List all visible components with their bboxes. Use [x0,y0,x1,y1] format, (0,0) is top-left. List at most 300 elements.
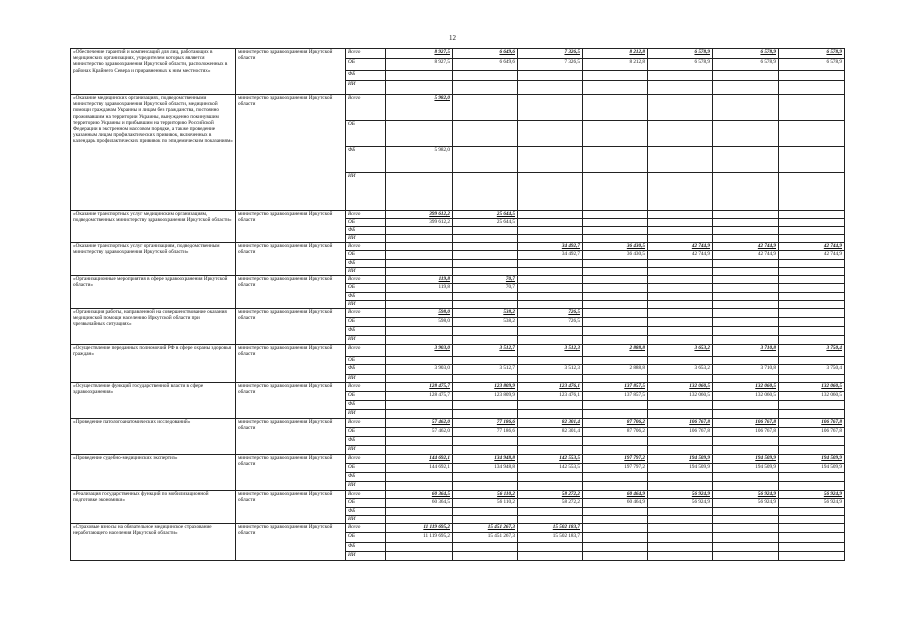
amount-cell [583,309,648,318]
amount-cell [779,147,845,173]
amount-cell [648,508,713,516]
amount-cell [648,173,713,211]
event-description: «Страховые взносы на обязательное медицинское страхование неработающего населения Иркутской области» [71,524,236,561]
amount-cell [713,552,779,561]
amount-cell [518,293,583,301]
amount-cell [518,446,583,455]
amount-cell: 42 744,9 [648,243,713,251]
amount-cell: 538,2 [453,318,518,327]
amount-cell [518,482,583,491]
event-description: «Организация работы, направленной на совершенствование оказания медицинской помощи населению Иркутской области при чрезвычайных ситуациях» [71,309,236,345]
amount-cell: 3 512,3 [518,345,583,357]
funding-source: Всего [346,276,386,284]
amount-cell [453,357,518,365]
amount-cell: 57 462,0 [386,428,453,437]
amount-cell [386,508,453,516]
funding-source: ИИ [346,336,386,345]
amount-cell [583,327,648,336]
amount-cell: 3 750,4 [779,345,845,357]
table-row [71,419,845,428]
amount-cell [518,211,583,219]
amount-cell [713,357,779,365]
table-row [71,491,845,499]
amount-cell: 144 692,1 [386,464,453,473]
amount-cell [518,173,583,211]
amount-cell [518,219,583,227]
amount-cell [453,327,518,336]
amount-cell: 106 767,8 [713,428,779,437]
amount-cell: 119,8 [386,276,453,284]
amount-cell [779,552,845,561]
amount-cell [648,516,713,524]
amount-cell [518,227,583,235]
amount-cell [779,401,845,410]
funding-source: ФБ [346,473,386,482]
amount-cell [386,516,453,524]
amount-cell [583,516,648,524]
amount-cell: 132 060,5 [648,383,713,392]
amount-cell [518,81,583,95]
funding-source: ИИ [346,482,386,491]
amount-cell: 132 060,5 [779,392,845,401]
amount-cell: 106 767,8 [648,419,713,428]
amount-cell: 2 888,8 [583,365,648,375]
amount-cell [583,401,648,410]
amount-cell [518,552,583,561]
funding-source: Всего [346,524,386,533]
amount-cell [583,446,648,455]
amount-cell [779,318,845,327]
amount-cell: 42 744,9 [779,251,845,260]
event-description: «Реализация государственных функций по мобилизационной подготовке экономики» [71,491,236,524]
amount-cell: 3 512,3 [518,365,583,375]
amount-cell [779,508,845,516]
funding-source: ФБ [346,147,386,173]
amount-cell [386,482,453,491]
amount-cell: 6 578,9 [648,59,713,71]
funding-source: ОБ [346,219,386,227]
amount-cell [518,284,583,293]
amount-cell [713,336,779,345]
amount-cell: 15 451 267,3 [453,524,518,533]
amount-cell: 8 212,8 [583,49,648,59]
funding-source: ИИ [346,268,386,276]
amount-cell: 2 888,8 [583,345,648,357]
amount-cell [583,410,648,419]
amount-cell: 142 553,5 [518,455,583,464]
amount-cell: 194 509,9 [779,464,845,473]
amount-cell: 3 903,0 [386,345,453,357]
amount-cell [453,446,518,455]
amount-cell [583,552,648,561]
amount-cell [779,516,845,524]
amount-cell [453,410,518,419]
funding-source: ИИ [346,516,386,524]
amount-cell [648,552,713,561]
event-description: «Оказание медицинских организациях, подведомственными министерству здравоохранения Иркутской области, медицинской помощи гражданам Украины и лицам без гражданства, постоянно проживавшим на территории Украины, вынужденно покинувшим территорию Украины и прибывшим на территорию Российской Федерации в экстренном массовом порядке, а также проведение указанным лицам профилактических прививок, включенных в календарь профилактических прививок по эпидемическим показаниям» [71,95,236,211]
funding-source: ФБ [346,401,386,410]
amount-cell: 3 903,0 [386,365,453,375]
amount-cell [713,410,779,419]
amount-cell [386,336,453,345]
amount-cell: 42 744,9 [713,243,779,251]
amount-cell [453,375,518,383]
funding-source: ОБ [346,59,386,71]
amount-cell [648,533,713,543]
amount-cell [583,95,648,121]
event-description: «Оказание транспортных услуг медицинским организациям, подведомственных министерству здравоохранения Иркутской области» [71,211,236,243]
amount-cell: 82 301,4 [518,428,583,437]
amount-cell: 5 982,0 [386,147,453,173]
funding-source: Всего [346,211,386,219]
amount-cell [386,235,453,243]
responsible-executor: министерство здравоохранения Иркутской области [236,95,346,211]
amount-cell: 132 060,5 [648,392,713,401]
amount-cell: 3 750,4 [779,365,845,375]
amount-cell: 7 326,5 [518,59,583,71]
amount-cell [648,543,713,552]
amount-cell [779,211,845,219]
amount-cell [779,227,845,235]
amount-cell [648,446,713,455]
amount-cell [779,219,845,227]
amount-cell [648,219,713,227]
amount-cell: 194 509,9 [713,455,779,464]
funding-source: ОБ [346,392,386,401]
amount-cell [779,260,845,268]
amount-cell [453,121,518,147]
funding-source: Всего [346,49,386,59]
amount-cell [713,81,779,95]
funding-source: ОБ [346,499,386,508]
amount-cell [518,95,583,121]
amount-cell [713,301,779,309]
funding-source: ФБ [346,365,386,375]
amount-cell [386,552,453,561]
amount-cell [583,147,648,173]
amount-cell: 132 060,5 [713,392,779,401]
amount-cell [453,81,518,95]
amount-cell [583,71,648,81]
amount-cell [583,219,648,227]
amount-cell [583,357,648,365]
amount-cell [779,410,845,419]
event-description: «Обеспечение гарантий и компенсаций для лиц, работающих в медицинских организациях, учредителем которых является министерство здравоохранения Иркутской области, расположенных в районах Крайнего Севера и приравненных к ним местностях» [71,49,236,95]
amount-cell [648,437,713,446]
event-description: «Осуществление переданных полномочий РФ в сфере охраны здоровья граждан» [71,345,236,383]
amount-cell [779,293,845,301]
amount-cell [713,318,779,327]
amount-cell [648,524,713,533]
amount-cell: 197 797,2 [583,455,648,464]
amount-cell [713,293,779,301]
responsible-executor: министерство здравоохранения Иркутской области [236,345,346,383]
funding-source: ИИ [346,410,386,419]
amount-cell: 106 767,8 [779,419,845,428]
table-row [71,524,845,533]
amount-cell [386,301,453,309]
amount-cell [583,473,648,482]
amount-cell [779,533,845,543]
amount-cell: 82 301,4 [518,419,583,428]
table-row [71,211,845,219]
amount-cell [648,375,713,383]
amount-cell: 3 512,7 [453,345,518,357]
amount-cell: 137 857,5 [583,392,648,401]
amount-cell: 70,7 [453,284,518,293]
amount-cell [583,268,648,276]
amount-cell [779,543,845,552]
funding-source: ФБ [346,327,386,336]
amount-cell: 60 364,5 [386,499,453,508]
amount-cell: 538,2 [453,309,518,318]
amount-cell [648,276,713,284]
funding-source: Всего [346,455,386,464]
amount-cell [518,121,583,147]
amount-cell [779,276,845,284]
funding-source: ОБ [346,464,386,473]
amount-cell [453,173,518,211]
amount-cell [648,293,713,301]
amount-cell [713,260,779,268]
funding-source: Всего [346,383,386,392]
amount-cell [386,401,453,410]
amount-cell [453,95,518,121]
amount-cell: 128 475,7 [386,383,453,392]
amount-cell: 123 809,9 [453,383,518,392]
amount-cell: 56 924,9 [779,491,845,499]
amount-cell: 134 948,8 [453,464,518,473]
amount-cell [518,410,583,419]
amount-cell [713,173,779,211]
amount-cell [648,301,713,309]
amount-cell [518,147,583,173]
amount-cell [648,401,713,410]
amount-cell: 11 119 695,2 [386,533,453,543]
amount-cell [386,410,453,419]
amount-cell [583,318,648,327]
amount-cell [386,243,453,251]
amount-cell: 42 744,9 [779,243,845,251]
amount-cell [583,375,648,383]
amount-cell: 34 492,7 [518,251,583,260]
amount-cell: 87 706,2 [583,419,648,428]
amount-cell [583,227,648,235]
table-row [71,345,845,357]
amount-cell [713,437,779,446]
amount-cell: 42 744,9 [713,251,779,260]
amount-cell [583,121,648,147]
amount-cell: 119,8 [386,284,453,293]
amount-cell [518,473,583,482]
event-description: «Оказание транспортных услуг организациям, подведомственным министерству здравоохранения Иркутской области» [71,243,236,276]
responsible-executor: министерство здравоохранения Иркутской области [236,419,346,455]
amount-cell: 56 924,9 [713,499,779,508]
amount-cell: 3 653,2 [648,365,713,375]
amount-cell [583,81,648,95]
amount-cell: 11 119 695,2 [386,524,453,533]
amount-cell [779,121,845,147]
funding-source: Всего [346,95,386,121]
amount-cell: 194 509,9 [648,455,713,464]
amount-cell: 194 509,9 [779,455,845,464]
amount-cell [713,446,779,455]
amount-cell [453,552,518,561]
responsible-executor: министерство здравоохранения Иркутской области [236,49,346,95]
amount-cell [518,276,583,284]
table-row [71,243,845,251]
event-description: «Проведение патологоанатомических исследований» [71,419,236,455]
amount-cell [518,516,583,524]
amount-cell [453,268,518,276]
amount-cell: 134 948,8 [453,455,518,464]
amount-cell [779,336,845,345]
funding-source: ОБ [346,284,386,293]
funding-source: ОБ [346,428,386,437]
funding-source: ИИ [346,235,386,243]
amount-cell [779,375,845,383]
budget-table [70,48,845,561]
amount-cell: 6 578,9 [648,49,713,59]
amount-cell [386,71,453,81]
amount-cell [386,437,453,446]
amount-cell [453,147,518,173]
responsible-executor: министерство здравоохранения Иркутской области [236,276,346,309]
amount-cell [583,533,648,543]
amount-cell: 6 578,9 [779,59,845,71]
amount-cell [713,508,779,516]
table-row [71,455,845,464]
funding-source: ФБ [346,71,386,81]
amount-cell [713,227,779,235]
funding-source: Всего [346,345,386,357]
amount-cell [453,293,518,301]
amount-cell: 3 653,2 [648,345,713,357]
amount-cell: 3 710,8 [713,365,779,375]
amount-cell: 197 797,2 [583,464,648,473]
amount-cell [386,260,453,268]
amount-cell [648,227,713,235]
amount-cell [779,284,845,293]
funding-source: ИИ [346,552,386,561]
funding-source: ИИ [346,301,386,309]
amount-cell [648,318,713,327]
funding-source: ФБ [346,260,386,268]
funding-source: ИИ [346,173,386,211]
funding-source: ФБ [346,543,386,552]
amount-cell [779,268,845,276]
funding-source: ИИ [346,81,386,95]
amount-cell [453,243,518,251]
amount-cell [779,71,845,81]
amount-cell [713,309,779,318]
amount-cell [713,268,779,276]
amount-cell: 42 744,9 [648,251,713,260]
amount-cell: 194 509,9 [648,464,713,473]
amount-cell [518,268,583,276]
amount-cell [713,121,779,147]
amount-cell [713,95,779,121]
amount-cell [648,268,713,276]
amount-cell [648,473,713,482]
amount-cell [518,437,583,446]
amount-cell [386,293,453,301]
page-number: 12 [449,34,456,42]
amount-cell [453,71,518,81]
amount-cell [386,543,453,552]
amount-cell [453,235,518,243]
funding-source: ОБ [346,533,386,543]
funding-source: ОБ [346,318,386,327]
funding-source: ИИ [346,446,386,455]
amount-cell: 8 927,5 [386,59,453,71]
amount-cell [779,524,845,533]
amount-cell [779,473,845,482]
responsible-executor: министерство здравоохранения Иркутской области [236,491,346,524]
funding-source: ОБ [346,121,386,147]
amount-cell: 123 809,9 [453,392,518,401]
amount-cell: 106 767,8 [779,428,845,437]
amount-cell: 56 924,9 [779,499,845,508]
amount-cell [648,71,713,81]
amount-cell [713,235,779,243]
responsible-executor: министерство здравоохранения Иркутской области [236,524,346,561]
amount-cell [453,437,518,446]
amount-cell [583,284,648,293]
amount-cell [386,375,453,383]
amount-cell [713,473,779,482]
funding-source: ИИ [346,375,386,383]
amount-cell: 15 502 183,7 [518,524,583,533]
amount-cell [518,543,583,552]
amount-cell [453,301,518,309]
table-body [71,49,845,561]
event-description: «Организационные мероприятия в сфере здравоохранения Иркутской области» [71,276,236,309]
amount-cell: 726,5 [518,318,583,327]
amount-cell: 36 430,5 [583,243,648,251]
amount-cell: 57 462,0 [386,419,453,428]
responsible-executor: министерство здравоохранения Иркутской области [236,243,346,276]
amount-cell: 8 927,5 [386,49,453,59]
responsible-executor: министерство здравоохранения Иркутской области [236,383,346,419]
amount-cell: 6 578,9 [713,59,779,71]
funding-source: ОБ [346,251,386,260]
amount-cell: 70,7 [453,276,518,284]
amount-cell [453,260,518,268]
amount-cell [713,219,779,227]
amount-cell [583,508,648,516]
table-row [71,49,845,59]
amount-cell: 123 476,1 [518,383,583,392]
event-description: «Проведение судебно-медицинских экспертиз» [71,455,236,491]
amount-cell [518,260,583,268]
amount-cell: 56 110,2 [453,491,518,499]
amount-cell: 7 326,5 [518,49,583,59]
amount-cell [648,121,713,147]
amount-cell [779,81,845,95]
amount-cell [713,211,779,219]
amount-cell [453,251,518,260]
amount-cell: 726,5 [518,309,583,318]
amount-cell [518,357,583,365]
amount-cell [518,375,583,383]
amount-cell [386,473,453,482]
amount-cell: 132 060,5 [779,383,845,392]
amount-cell: 6 649,6 [453,59,518,71]
amount-cell [713,375,779,383]
funding-source: Всего [346,491,386,499]
amount-cell: 25 644,5 [453,219,518,227]
